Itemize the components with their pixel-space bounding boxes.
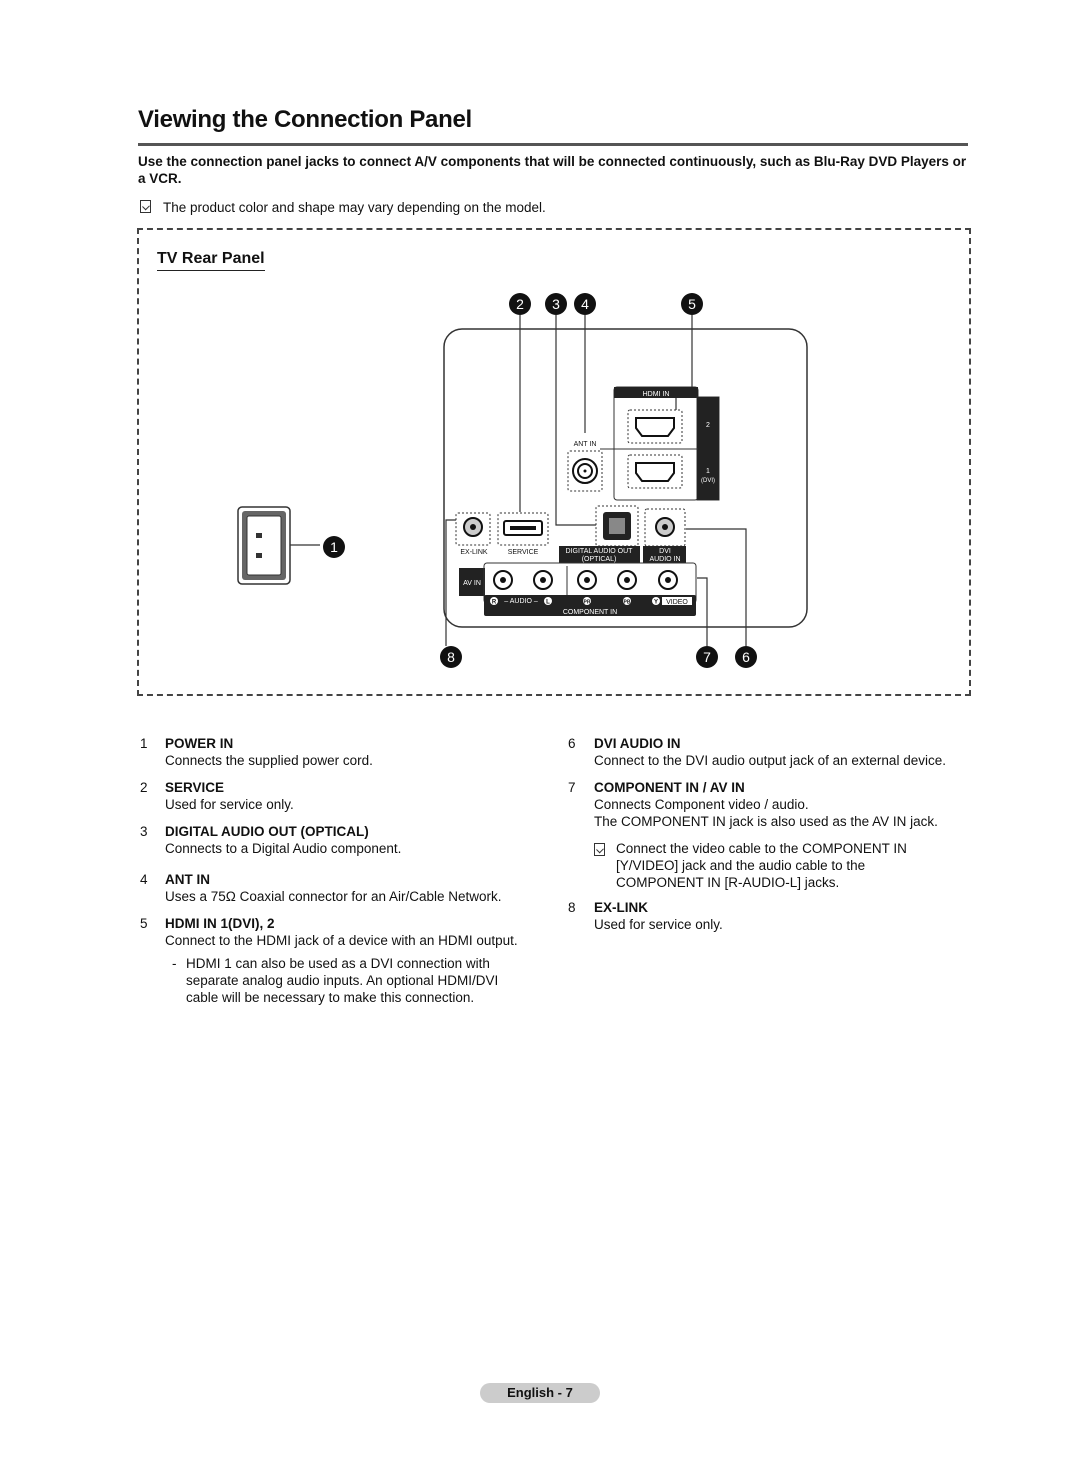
video-label: VIDEO [666,599,688,606]
service-label: SERVICE [507,549,539,556]
rca-r [494,571,512,589]
item-number: 3 [140,824,148,839]
item-heading: EX-LINK [594,900,648,915]
item-heading: SERVICE [165,780,225,795]
item-number: 2 [140,780,148,795]
item-service [140,779,540,813]
dvi-label: DVI [659,548,671,555]
rca-pr [578,571,596,589]
ex-link-port [456,513,490,556]
pb-label: PB [623,599,631,606]
callout-8-label: 8 [447,649,455,665]
service-port [498,513,548,556]
audio-label: – AUDIO – [504,598,538,605]
item-body: Connects to a Digital Audio component. [165,841,402,856]
page-number-badge: English - 7 [480,1383,600,1403]
item-digital-audio-out [140,823,540,857]
note-line: COMPONENT IN [R-AUDIO-L] jacks. [616,875,840,890]
item-body: Connect to the DVI audio output jack of an external device. [594,753,946,768]
callout-8 [440,646,462,668]
r-label: R [491,599,497,606]
item-body: Connect to the HDMI jack of a device with an HDMI output. [165,933,518,948]
callout-4-label: 4 [581,296,589,312]
item-number: 4 [140,872,148,887]
item-number: 1 [140,736,148,751]
subnote-line: cable will be necessary to make this connection. [186,990,475,1005]
item-component-av-in [568,779,968,891]
l-label: L [546,599,550,606]
subnote-line: HDMI 1 can also be used as a DVI connection with [186,956,490,971]
power-in-port [238,507,320,584]
dvi-audio-in-port [643,509,686,563]
hdmi-in-label: HDMI IN [642,391,670,398]
callout-5 [681,293,703,315]
hdmi-1-label: 1 [706,468,710,475]
item-body: Uses a 75Ω Coaxial connector for an Air/Cable Network. [165,889,502,904]
hdmi-block [600,387,719,500]
item-body: Connects Component video / audio. [594,797,809,812]
callout-3 [545,293,567,315]
component-av-block [459,563,696,616]
callout-1 [323,536,345,558]
item-number: 7 [568,780,576,795]
item-ant-in [140,871,540,905]
callout-6 [735,646,757,668]
rca-l [534,571,552,589]
item-heading: COMPONENT IN / AV IN [594,780,745,795]
component-in-label: COMPONENT IN [562,609,618,616]
item-body: The COMPONENT IN jack is also used as the AV IN jack. [594,814,938,829]
callout-7 [696,646,718,668]
callout-3-label: 3 [552,296,560,312]
model-note-text: The product color and shape may vary depending on the model. [163,200,546,215]
note-line: Connect the video cable to the COMPONENT IN [616,841,907,856]
note-line: [Y/VIDEO] jack and the audio cable to the [616,858,866,873]
item-heading: POWER IN [165,736,234,751]
hdmi-2-label: 2 [706,422,710,429]
av-in-label: AV IN [463,580,481,587]
callout-4 [574,293,596,315]
y-label: Y [653,599,659,606]
audio-in-label: AUDIO IN [649,556,681,563]
item-power-in [140,735,540,769]
callout-2 [509,293,531,315]
item-dvi-audio-in [568,735,968,769]
optical-label: (OPTICAL) [581,556,617,563]
subnote-line: separate analog audio inputs. An optional HDMI/DVI [186,973,499,988]
item-body: Connects the supplied power cord. [165,753,373,768]
item-number: 6 [568,736,576,751]
rear-panel-diagram [0,0,1080,720]
note-icon [594,843,605,856]
subnote-dash: - [172,956,177,971]
rca-pb [618,571,636,589]
ant-in-port [568,441,602,491]
pr-label: PR [583,599,591,606]
item-heading: HDMI IN 1(DVI), 2 [165,916,275,931]
page-title: Viewing the Connection Panel [138,106,472,133]
item-ex-link [568,899,968,933]
rca-y [659,571,677,589]
ex-link-label: EX-LINK [460,549,488,556]
callout-1-label: 1 [330,539,338,555]
rear-panel-title: TV Rear Panel [157,250,265,271]
ant-in-label: ANT IN [573,441,597,448]
callout-2-label: 2 [516,296,524,312]
callout-5-label: 5 [688,296,696,312]
callout-7-label: 7 [703,649,711,665]
item-number: 8 [568,900,576,915]
hdmi-dvi-label: (DVI) [701,478,715,484]
item-subnote [165,955,540,1006]
callout-6-label: 6 [742,649,750,665]
item-number: 5 [140,916,148,931]
optical-port [559,506,640,563]
item-note [594,840,968,891]
item-heading: DIGITAL AUDIO OUT (OPTICAL) [165,824,369,839]
item-heading: ANT IN [165,872,210,887]
item-body: Used for service only. [594,917,723,932]
item-heading: DVI AUDIO IN [594,736,681,751]
intro-text: Use the connection panel jacks to connect A/V components that will be connected continuously, such as Blu-Ray DVD Players or a VCR. [138,154,967,186]
item-hdmi-in [140,915,540,1006]
digital-audio-out-label: DIGITAL AUDIO OUT [565,548,633,555]
item-body: Used for service only. [165,797,294,812]
